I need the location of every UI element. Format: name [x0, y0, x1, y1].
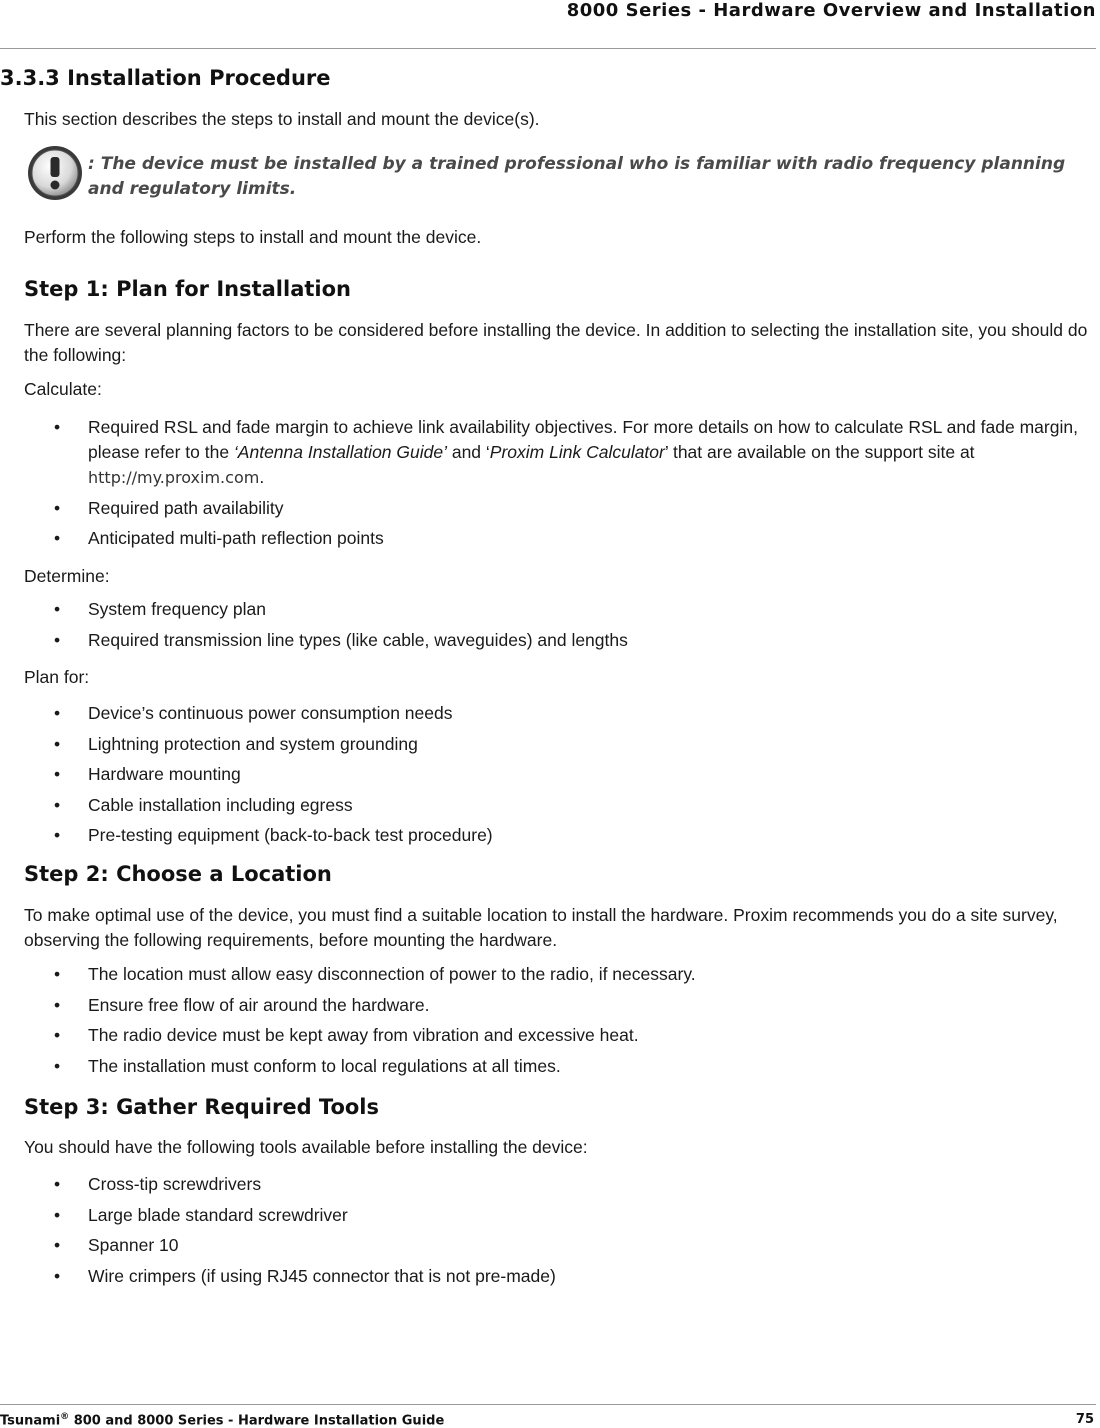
perform-paragraph: Perform the following steps to install and mount the device. [24, 227, 482, 247]
step2-paragraph: To make optimal use of the device, you must find a suitable location to install the hardware. Proxim recommends you do a site survey, observing the following requirements, before mounting the hardware. [24, 905, 1058, 950]
list-item: • Cross-tip screwdrivers [54, 1174, 262, 1194]
step3-paragraph: You should have the following tools available before installing the device: [24, 1137, 588, 1157]
determine-list [54, 597, 1099, 658]
list-item: • Required path availability [54, 497, 284, 518]
calculate-list [54, 415, 1099, 557]
header-rule [0, 48, 1096, 49]
page-number: 75 [1075, 1412, 1094, 1427]
list-item: • System frequency plan [54, 599, 267, 619]
list-item: • Spanner 10 [54, 1235, 179, 1255]
list-item: • Wire crimpers (if using RJ45 connector that is not pre-made) [54, 1265, 556, 1286]
support-site-link[interactable]: http://my.proxim.com [88, 468, 260, 487]
calculate-label: Calculate: [24, 379, 102, 399]
list-item: • Cable installation including egress [54, 794, 353, 815]
list-item: • The radio device must be kept away from vibration and excessive heat. [54, 1025, 639, 1045]
section-title: 3.3.3 Installation Procedure [0, 66, 331, 90]
planfor-list [54, 701, 1099, 854]
list-item: • Required transmission line types (like cable, waveguides) and lengths [54, 629, 628, 650]
step2-heading: Step 2: Choose a Location [24, 862, 332, 886]
list-item: • The location must allow easy disconnection of power to the radio, if necessary. [54, 964, 696, 984]
determine-label: Determine: [24, 566, 110, 586]
step1-heading: Step 1: Plan for Installation [24, 277, 351, 301]
step1-paragraph: There are several planning factors to be considered before installing the device. In addition to selecting the installation site, you should do the following: [24, 320, 1088, 365]
running-header: 8000 Series - Hardware Overview and Installation [566, 0, 1096, 21]
intro-paragraph: This section describes the steps to install and mount the device(s). [24, 109, 540, 129]
footer-title: Tsunami® 800 and 8000 Series - Hardware Installation Guide [0, 1412, 445, 1428]
list-item: • Hardware mounting [54, 764, 241, 784]
list-item: • The installation must conform to local regulations at all times. [54, 1055, 561, 1076]
step3-list [54, 1172, 1099, 1294]
list-item: • Pre-testing equipment (back-to-back test procedure) [54, 825, 493, 845]
warning-exclamation-icon [26, 143, 86, 203]
step2-list [54, 962, 1099, 1084]
list-item: • Device’s continuous power consumption needs [54, 703, 453, 723]
list-item: • Anticipated multi-path reflection points [54, 528, 384, 548]
warning-note: : The device must be installed by a trained professional who is familiar with radio frequency planning and regulatory limits. [88, 154, 1066, 199]
list-item: • Required RSL and fade margin to achieve link availability objectives. For more details on how to calculate RSL and fade margin, please refer to the ‘Antenna Installation Guide’ and ‘Proxim Link Calculator’ that are available on the support site at http://my.proxim.com. [54, 417, 1078, 487]
step3-heading: Step 3: Gather Required Tools [24, 1095, 380, 1119]
list-item: • Large blade standard screwdriver [54, 1204, 348, 1225]
list-item: • Lightning protection and system grounding [54, 733, 418, 754]
planfor-label: Plan for: [24, 667, 90, 687]
list-item: • Ensure free flow of air around the hardware. [54, 994, 430, 1015]
footer-rule [0, 1404, 1096, 1405]
